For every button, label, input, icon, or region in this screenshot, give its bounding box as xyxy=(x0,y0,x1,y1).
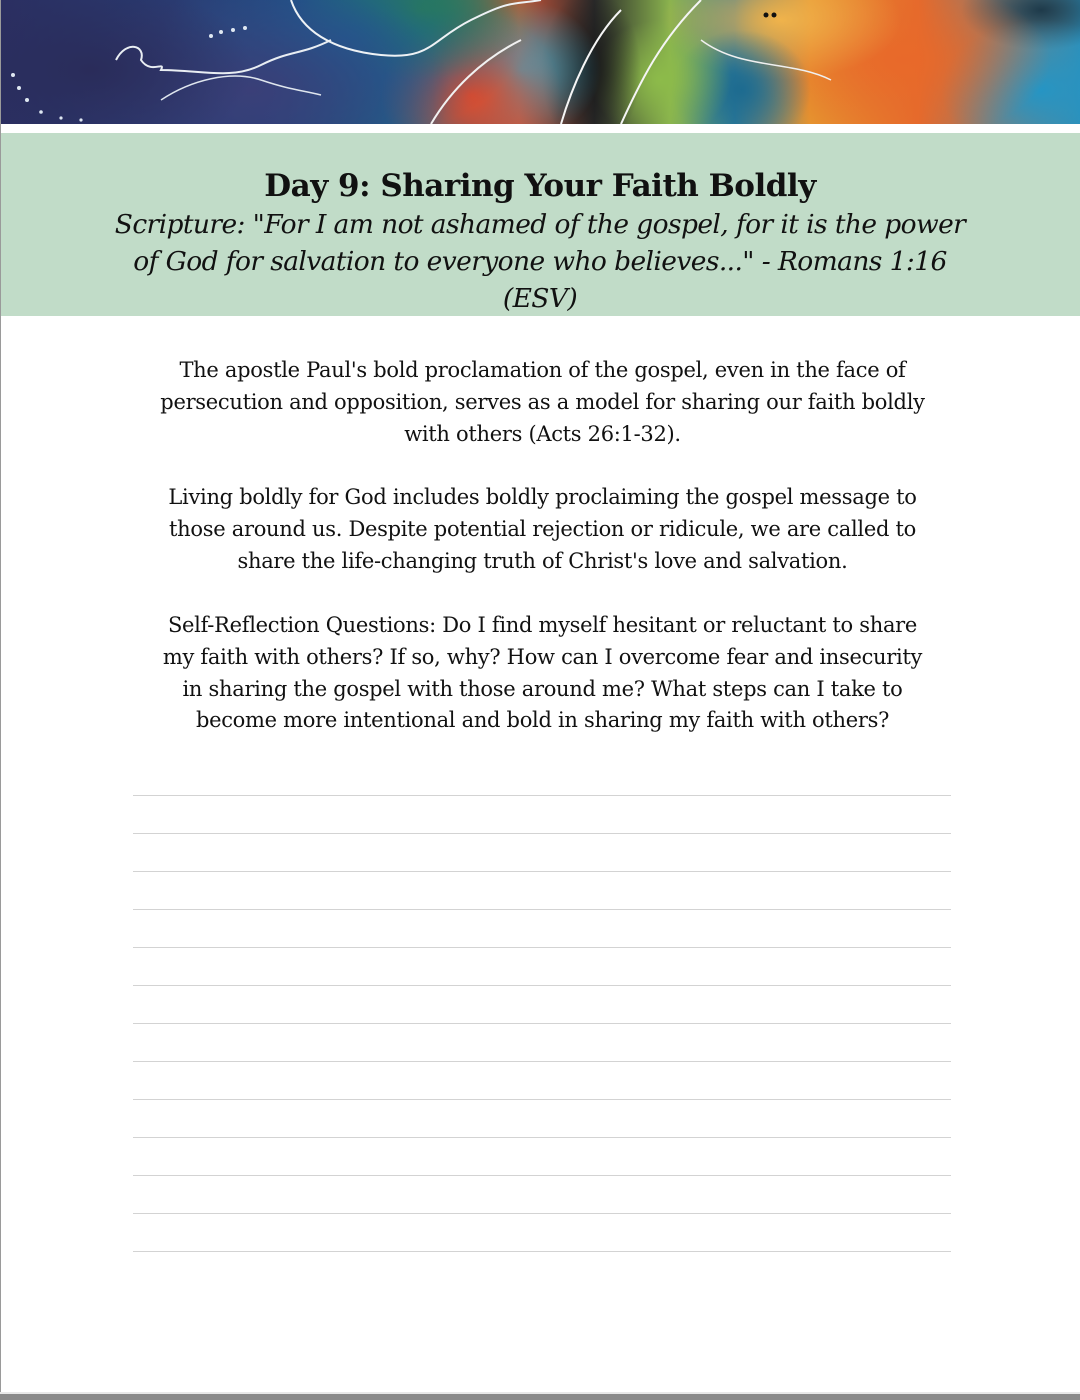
application-paragraph: Living boldly for God includes boldly proclaiming the gospel message to those around us. Despite potential rejection or ridicule, we are called to share the life-changing truth of Christ's love and salvation. xyxy=(168,485,917,573)
journal-line[interactable] xyxy=(133,833,951,871)
watercolor-banner-image xyxy=(1,0,1080,124)
journal-line[interactable] xyxy=(133,1251,951,1289)
journal-line[interactable] xyxy=(133,871,951,909)
journal-line[interactable] xyxy=(133,1023,951,1061)
journal-line[interactable] xyxy=(133,909,951,947)
journal-line[interactable] xyxy=(133,1099,951,1137)
journal-line[interactable] xyxy=(133,947,951,985)
journal-line[interactable] xyxy=(133,985,951,1023)
journal-line[interactable] xyxy=(133,795,951,833)
page-bottom-edge xyxy=(0,1394,1080,1400)
intro-paragraph: The apostle Paul's bold proclamation of the gospel, even in the face of persecution and opposition, serves as a model for sharing our faith boldly with others (Acts 26:1-32). xyxy=(160,358,925,446)
scripture-quote: Scripture: "For I am not ashamed of the gospel, for it is the power of God for salvation to everyone who believes..." - Romans 1:16 (ESV) xyxy=(114,209,966,314)
reflection-questions: Self-Reflection Questions: Do I find myself hesitant or reluctant to share my faith with others? If so, why? How can I overcome fear and insecurity in sharing the gospel with those around me? What steps can I take to become more intentional and bold in sharing my faith with others? xyxy=(162,613,923,733)
banner-swirl-decoration xyxy=(1,0,1080,124)
journal-line[interactable] xyxy=(133,1175,951,1213)
journal-lines xyxy=(133,795,951,1289)
journal-line[interactable] xyxy=(133,1137,951,1175)
day-title: Day 9: Sharing Your Faith Boldly xyxy=(264,168,816,204)
journal-line[interactable] xyxy=(133,1061,951,1099)
journal-line[interactable] xyxy=(133,1213,951,1251)
